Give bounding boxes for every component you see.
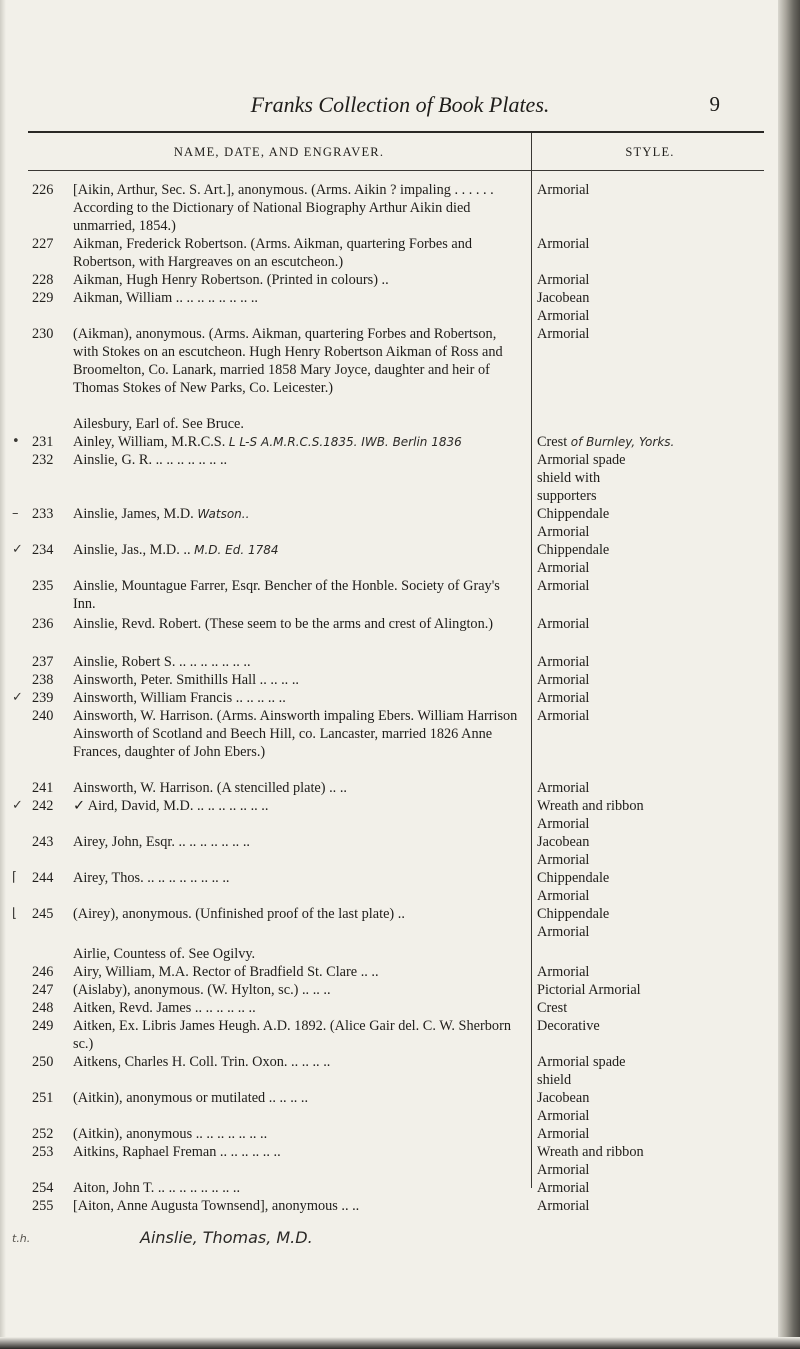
style-253: Wreath and ribbon Armorial bbox=[537, 1144, 644, 1178]
entry-number: 254 bbox=[32, 1180, 54, 1196]
style-239: Armorial bbox=[537, 690, 590, 706]
entry-number: 239 bbox=[32, 690, 54, 706]
entry-text: (Aikman), anonymous. (Arms. Aikman, quartering Forbes and Robertson, with Stokes on an escutcheon. Hugh Henry Robertson Aikman of Ross and Broomelton, Co. Lanark, married 1858 Mary Joyce, daughter and heir of Thomas Stokes of New Parks, Co. Leicester.) bbox=[73, 326, 503, 396]
style-240: Armorial bbox=[537, 708, 590, 724]
entry-number: 241 bbox=[32, 780, 54, 796]
entry-number: 243 bbox=[32, 834, 54, 850]
style-234: Chippendale Armorial bbox=[537, 542, 610, 576]
margin-mark: – bbox=[12, 506, 19, 521]
top-rule bbox=[28, 131, 764, 133]
entry-number: 227 bbox=[32, 236, 54, 252]
entry-text: Ainsworth, Peter. Smithills Hall .. .. .. .. bbox=[73, 672, 299, 688]
entry-number: 249 bbox=[32, 1018, 54, 1034]
style-230: Armorial bbox=[537, 326, 590, 342]
entry-number: 230 bbox=[32, 326, 54, 342]
style-250: Armorial spade shield bbox=[537, 1054, 626, 1088]
entry-number: 251 bbox=[32, 1090, 54, 1106]
entry-number: 231 bbox=[32, 434, 54, 450]
margin-mark: ✓ bbox=[12, 690, 23, 705]
style-251: Jacobean Armorial bbox=[537, 1090, 590, 1124]
entry-text: Aikman, William .. .. .. .. .. .. .. .. bbox=[73, 290, 259, 306]
entry-text: Ainslie, Revd. Robert. (These seem to be the arms and crest of Alington.) bbox=[73, 616, 494, 632]
entry-number: 228 bbox=[32, 272, 54, 288]
entry-number: 238 bbox=[32, 672, 54, 688]
running-title: Franks Collection of Book Plates. bbox=[250, 92, 550, 117]
style-233: Chippendale Armorial bbox=[537, 506, 610, 540]
entry-number: 250 bbox=[32, 1054, 54, 1070]
entry-text: (Aitkin), anonymous .. .. .. .. .. .. .. bbox=[73, 1126, 268, 1142]
entry-text: Ainslie, James, M.D. bbox=[73, 506, 194, 522]
style-227: Armorial bbox=[537, 236, 590, 252]
style-252: Armorial bbox=[537, 1126, 590, 1142]
entry-number: 242 bbox=[32, 798, 54, 814]
entry-text: Airlie, Countess of. See Ogilvy. bbox=[73, 946, 256, 962]
entry-text: (Aislaby), anonymous. (W. Hylton, sc.) .. .. .. bbox=[73, 982, 331, 998]
entry-text: (Airey), anonymous. (Unfinished proof of the last plate) .. bbox=[73, 906, 405, 922]
style-248: Crest bbox=[537, 1000, 568, 1016]
style-247: Pictorial Armorial bbox=[537, 982, 641, 998]
entry-text: Airey, John, Esqr. .. .. .. .. .. .. .. bbox=[73, 834, 250, 850]
entry-number: 245 bbox=[32, 906, 54, 922]
entry-text: [Aikin, Arthur, Sec. S. Art.], anonymous. (Arms. Aikin ? impaling . . . . . . According to the Dictionary of National Biography Arthur Aikin died unmarried, 1854.) bbox=[73, 182, 494, 234]
entry-number: 232 bbox=[32, 452, 54, 468]
entry-text: ✓ Aird, David, M.D. .. .. .. .. .. .. .. bbox=[73, 798, 269, 814]
style-241: Armorial bbox=[537, 780, 590, 796]
page-binding-edge bbox=[778, 0, 800, 1349]
style-245: Chippendale Armorial bbox=[537, 906, 610, 940]
column-divider bbox=[531, 133, 532, 1188]
style-226: Armorial bbox=[537, 182, 590, 198]
style-246: Armorial bbox=[537, 964, 590, 980]
handwritten-annotation: Watson.. bbox=[197, 507, 250, 521]
entry-text: [Aiton, Anne Augusta Townsend], anonymous .. .. bbox=[73, 1198, 360, 1214]
style-254: Armorial bbox=[537, 1180, 590, 1196]
page-bottom-shadow bbox=[0, 1337, 800, 1349]
entry-text: (Aitkin), anonymous or mutilated .. .. .. .. bbox=[73, 1090, 309, 1106]
entry-number: 237 bbox=[32, 654, 54, 670]
handwritten-annotation: of Burnley, Yorks. bbox=[570, 435, 675, 449]
style-237: Armorial bbox=[537, 654, 590, 670]
entry-text: Ainsworth, W. Harrison. (A stencilled plate) .. .. bbox=[73, 780, 347, 796]
style-236: Armorial bbox=[537, 616, 590, 632]
style-231: Crest bbox=[537, 434, 568, 450]
entry-text: Ailesbury, Earl of. See Bruce. bbox=[73, 416, 244, 432]
entry-text: Ainsworth, W. Harrison. (Arms. Ainsworth impaling Ebers. William Harrison Ainsworth of Scotland and Beech Hill, co. Lancaster, married 1826 Anne Frances, daughter of John Ebers.) bbox=[73, 708, 518, 760]
handwritten-annotation: M.D. Ed. 1784 bbox=[194, 543, 279, 557]
column-header-style: STYLE. bbox=[625, 145, 675, 159]
style-238: Armorial bbox=[537, 672, 590, 688]
running-head bbox=[0, 92, 800, 122]
margin-mark: ✓ bbox=[12, 798, 23, 813]
entry-text: Aikman, Hugh Henry Robertson. (Printed in colours) .. bbox=[73, 272, 389, 288]
margin-note: t.h. bbox=[12, 1232, 31, 1245]
entry-number: 236 bbox=[32, 616, 54, 632]
handwritten-annotation: L L-S A.M.R.C.S.1835. IWB. Berlin 1836 bbox=[228, 435, 462, 449]
column-header-name: NAME, DATE, AND ENGRAVER. bbox=[173, 145, 385, 159]
entry-text: Ainslie, Mountague Farrer, Esqr. Bencher of the Honble. Society of Gray's Inn. bbox=[73, 578, 500, 612]
style-249: Decorative bbox=[537, 1018, 600, 1034]
entry-number: 244 bbox=[32, 870, 54, 886]
entry-text: Aiton, John T. .. .. .. .. .. .. .. .. bbox=[73, 1180, 241, 1196]
handwritten-footer-note: Ainslie, Thomas, M.D. bbox=[140, 1228, 313, 1247]
entry-number: 253 bbox=[32, 1144, 54, 1160]
entry-number: 247 bbox=[32, 982, 54, 998]
style-232: Armorial spade shield with supporters bbox=[537, 452, 626, 504]
entry-text: Airy, William, M.A. Rector of Bradfield St. Clare .. .. bbox=[73, 964, 379, 980]
entry-number: 246 bbox=[32, 964, 54, 980]
header-rule bbox=[28, 170, 764, 171]
entry-text: Ainley, William, M.R.C.S. bbox=[73, 434, 226, 450]
entry-number: 252 bbox=[32, 1126, 54, 1142]
entry-text: Aitkens, Charles H. Coll. Trin. Oxon. .. .. .. .. bbox=[73, 1054, 331, 1070]
entry-number: 229 bbox=[32, 290, 54, 306]
style-244: Chippendale Armorial bbox=[537, 870, 610, 904]
page-number: 9 bbox=[709, 92, 720, 116]
entry-number: 240 bbox=[32, 708, 54, 724]
margin-mark: • bbox=[12, 434, 20, 449]
margin-mark: ✓ bbox=[12, 542, 23, 557]
entry-text: Ainslie, Jas., M.D. .. bbox=[73, 542, 191, 558]
style-243: Jacobean Armorial bbox=[537, 834, 590, 868]
entry-text: Ainsworth, William Francis .. .. .. .. .. bbox=[73, 690, 286, 706]
style-228: Armorial bbox=[537, 272, 590, 288]
entry-text: Aitken, Revd. James .. .. .. .. .. .. bbox=[73, 1000, 256, 1016]
entry-number: 248 bbox=[32, 1000, 54, 1016]
entry-number: 255 bbox=[32, 1198, 54, 1214]
entry-number: 234 bbox=[32, 542, 54, 558]
entry-text: Ainslie, G. R. .. .. .. .. .. .. .. bbox=[73, 452, 228, 468]
entry-text: Airey, Thos. .. .. .. .. .. .. .. .. bbox=[73, 870, 230, 886]
entry-text: Aikman, Frederick Robertson. (Arms. Aikman, quartering Forbes and Robertson, with Hargreaves on an escutcheon.) bbox=[73, 236, 473, 270]
style-235: Armorial bbox=[537, 578, 590, 594]
page-left-shadow bbox=[0, 0, 6, 1349]
entry-number: 233 bbox=[32, 506, 54, 522]
entry-text: Aitkins, Raphael Freman .. .. .. .. .. .. bbox=[73, 1144, 281, 1160]
entry-number: 226 bbox=[32, 182, 54, 198]
entry-number: 235 bbox=[32, 578, 54, 594]
margin-mark: ⌊ bbox=[12, 906, 18, 921]
entry-text: Aitken, Ex. Libris James Heugh. A.D. 1892. (Alice Gair del. C. W. Sherborn sc.) bbox=[73, 1018, 511, 1052]
margin-mark: ⌈ bbox=[12, 870, 18, 885]
entry-text: Ainslie, Robert S. .. .. .. .. .. .. .. bbox=[73, 654, 251, 670]
style-255: Armorial bbox=[537, 1198, 590, 1214]
style-229: Jacobean Armorial bbox=[537, 290, 590, 324]
style-242: Wreath and ribbon Armorial bbox=[537, 798, 644, 832]
